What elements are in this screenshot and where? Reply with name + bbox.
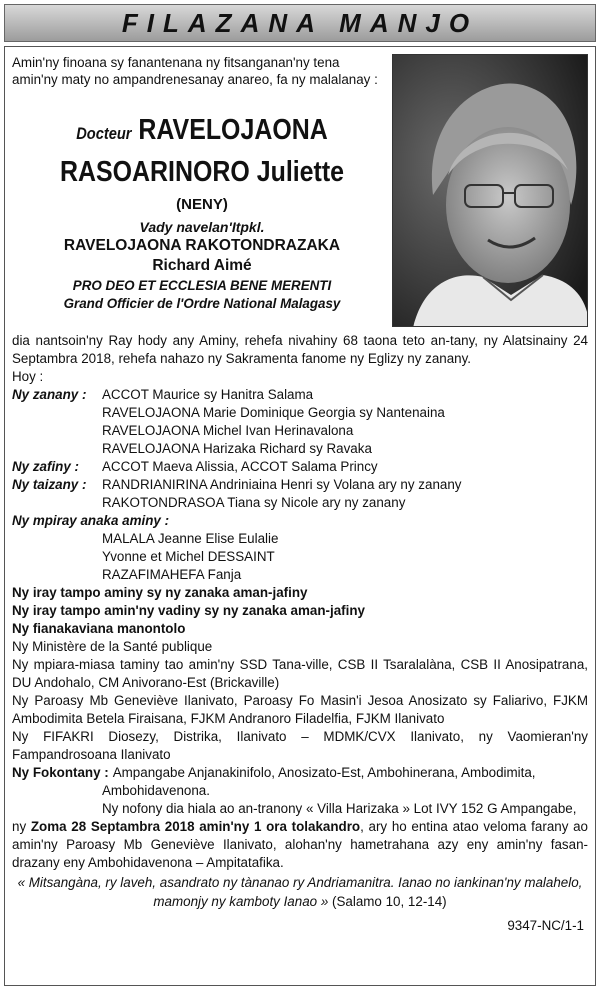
hoy-label: Hoy : [12,369,44,384]
zanany-item: RAVELOJAONA Marie Dominique Georgia sy Nantenaina [102,405,445,420]
zanany-item: RAVELOJAONA Harizaka Richard sy Ravaka [102,441,372,456]
deceased-title: Docteur [76,124,132,143]
zanany-label: Ny zanany : [12,387,87,402]
quote-line2: mamonjy ny kamboty Ianao » [153,894,329,909]
intro-text: Amin'ny finoana sy fanantenana ny fitsanganan'ny tena amin'ny maty no ampandrenesanay anareo, fa ny malalanay : [12,55,378,87]
funeral-date: Zoma 28 Septambra 2018 amin'ny 1 ora tolakandro [30,819,361,834]
taizany-label: Ny taizany : [12,477,87,492]
funeral-line1: Ny nofony dia hiala ao an-tranony « Villa Harizaka » Lot IVY 152 G Ampangabe, [102,801,577,816]
paroasy-line: Ny Paroasy Mb Geneviève Ilanivato, Paroasy Fo Masin'i Jesoa Anosizato sy Faliarivo, FJKM Ambodimita Betela Firaisana, FJKM Andranoro Filadelfia, FJKM Ilanivato [12,693,588,726]
mpiray-item: Yvonne et Michel DESSAINT [102,549,275,564]
mpiray-item: RAZAFIMAHEFA Fanja [102,567,242,582]
deceased-nickname: (NENY) [176,196,228,213]
deceased-name-block [12,112,392,313]
family-line: Ny iray tampo aminy sy ny zanaka aman-jafiny [12,585,308,600]
funeral-post: , ary ho entina atao veloma farany ao amin'ny Paroasy Mb Geneviève Ilanivato, alohan'ny hametrahana azy eny amin'ny fasan-drazany eny Ambohidavenona – Ampitatafika. [12,819,588,870]
deceased-name-line1 [39,112,366,152]
ministere-line: Ny Ministère de la Santé publique [12,639,213,654]
fifakri-line: Ny FIFAKRI Diosezy, Distrika, Ilanivato – MDMK/CVX Ilanivato, ny Vaomieran'ny Fampandrosoana Ilanivato [12,729,588,762]
zanany-row [12,386,588,404]
mpiray-label: Ny mpiray anaka aminy : [12,513,170,528]
fokontany-label: Ny Fokontany : [12,765,109,780]
taizany-item: RAKOTONDRASOA Tiana sy Nicole ary ny zanany [102,495,406,510]
honor-grand-officier: Grand Officier de l'Ordre National Malagasy [63,296,341,311]
zanany-item: ACCOT Maurice sy Hanitra Salama [102,387,314,402]
mpiray-item: MALALA Jeanne Elise Eulalie [102,531,279,546]
honor-pro-deo: PRO DEO ET ECCLESIA BENE MERENTI [72,278,332,293]
death-text: dia nantsoin'ny Ray hody any Aminy, rehefa nivahiny 68 taona teto an-tany, ny Alatsinainy 24 Septambra 2018, rehefa nahazo ny Sakramenta fanome ny Eglizy ny zanany. [12,333,588,366]
spouse-first-name: Richard Aimé [152,257,252,274]
family-line: Ny fianakaviana manontolo [12,621,186,636]
psalm-quote [12,873,588,911]
quote-line1: « Mitsangàna, ry laveh, asandrato ny tànanao ry Andriamanitra. Ianao no iankinan'ny malahelo, [17,875,583,890]
fokontany-line2: Ambohidavenona. [102,783,210,798]
deceased-name-line2: RASOARINORO Juliette [59,156,345,188]
zafiny-item: ACCOT Maeva Alissia, ACCOT Salama Princy [102,459,378,474]
portrait-photo [392,54,588,327]
quote-line2-wrap [12,892,588,911]
family-line: Ny iray tampo amin'ny vadiny sy ny zanaka aman-jafiny [12,603,365,618]
taizany-row [12,476,588,494]
zafiny-label: Ny zafiny : [12,459,79,474]
notice-body [12,332,588,935]
fokontany-line1: Ampangabe Anjanakinifolo, Anosizato-Est, Ambohinerana, Ambodimita, [112,765,536,780]
header-title: FILAZANA MANJO [121,7,479,38]
deceased-surname: RAVELOJAONA [138,114,328,146]
mpiara-line: Ny mpiara-miasa taminy tao amin'ny SSD Tana-ville, CSB II Tsaralalàna, CSB II Anosipatrana, DU Andohalo, CM Anivorano-Est (Brickaville) [12,657,588,690]
notice-code: 9347-NC/1-1 [507,918,584,933]
taizany-item: RANDRIANIRINA Andriniaina Henri sy Volana ary ny zanany [102,477,462,492]
quote-ref: (Salamo 10, 12-14) [332,894,447,909]
zafiny-row [12,458,588,476]
spouse-name: RAVELOJAONA RAKOTONDRAZAKA [63,237,341,254]
funeral-pre: ny [12,819,27,834]
fokontany-row [12,764,588,782]
header-banner [4,4,596,42]
zanany-item: RAVELOJAONA Michel Ivan Herinavalona [102,423,354,438]
funeral-text [12,818,588,872]
portrait-image [393,55,588,327]
spouse-intro: Vady navelan'Itpkl. [139,219,265,235]
